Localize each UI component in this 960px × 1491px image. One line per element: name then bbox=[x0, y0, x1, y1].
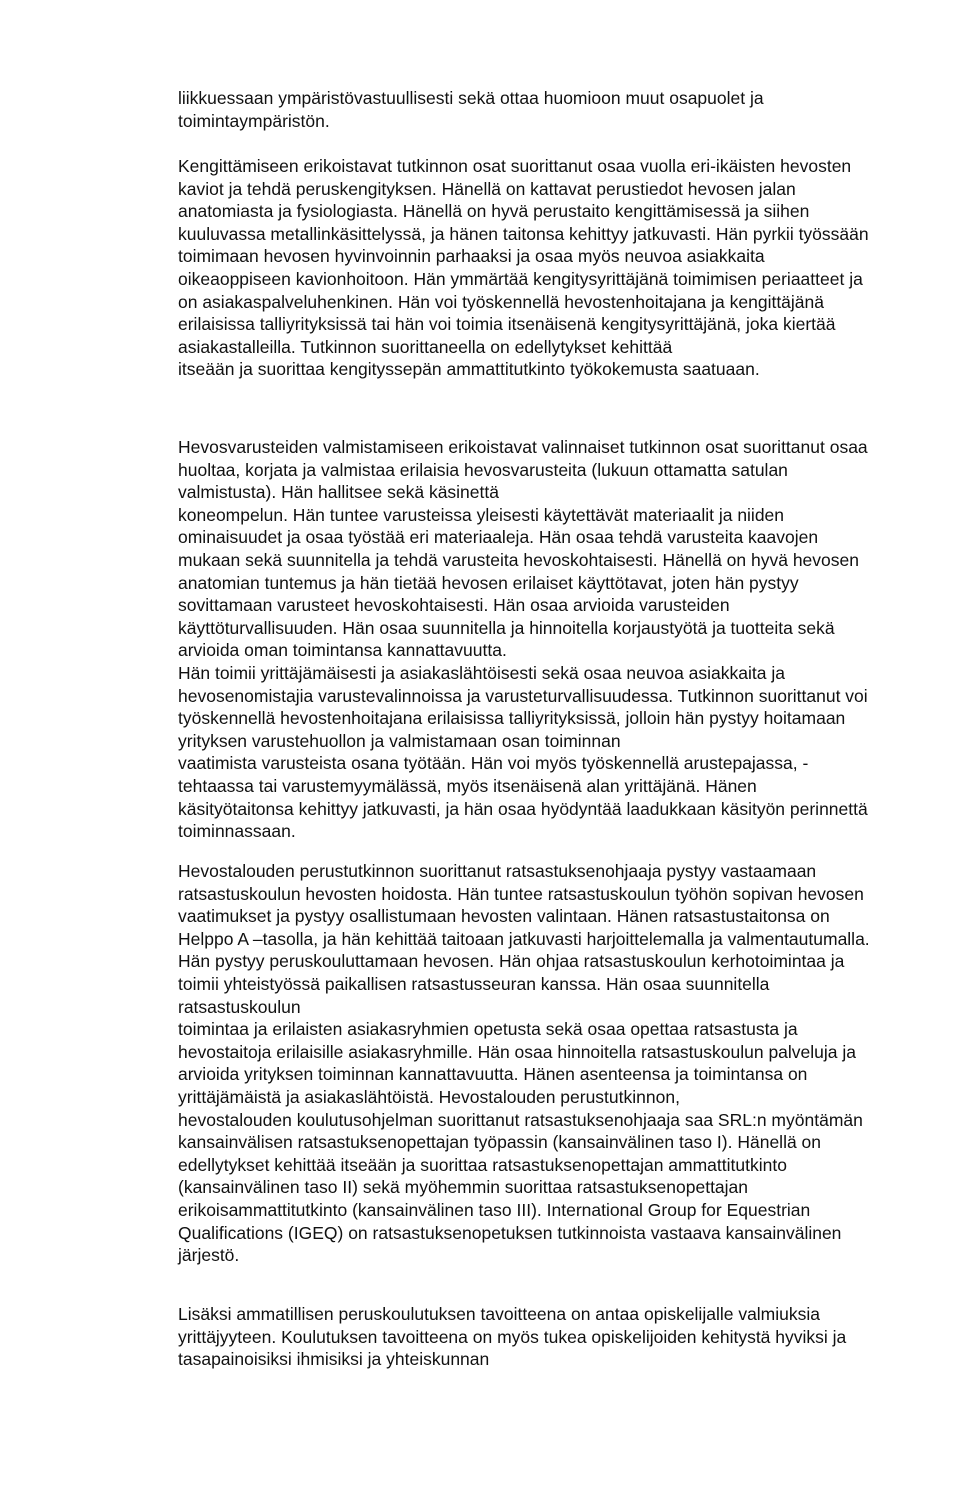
text-line: ratsastuskoulun bbox=[178, 996, 301, 1017]
text-line: itseään ja suorittaa kengityssepän ammattitutkinto työkokemusta saatuaan. bbox=[178, 359, 760, 380]
text-line: yrittäjämäistä ja asiakaslähtöistä. Hevostalouden perustutkinnon, bbox=[178, 1086, 680, 1107]
text-line: toimintaympäristön. bbox=[178, 110, 330, 131]
text-line: toimimaan hevosen hyvinvoinnin parhaaksi ja osaa myös neuvoa asiakkaita bbox=[178, 246, 765, 267]
text-line: anatomian tuntemus ja hän tietää hevosen erilaiset käyttötavat, joten hän pystyy bbox=[178, 572, 799, 593]
text-line: toimii yhteistyössä paikallisen ratsastusseuran kanssa. Hän osaa suunnitella bbox=[178, 973, 770, 994]
text-line: Hevostalouden perustutkinnon suorittanut ratsastuksenohjaaja pystyy vastaamaan bbox=[178, 861, 817, 881]
text-line: sovittamaan varusteet hevoskohtaisesti. Hän osaa arvioida varusteiden bbox=[178, 595, 730, 616]
text-line: Hän toimii yrittäjämäisesti ja asiakaslähtöisesti sekä osaa neuvoa asiakkaita ja bbox=[178, 662, 785, 683]
text-line: arvioida oman toimintansa kannattavuutta. bbox=[178, 640, 507, 661]
text-line: Lisäksi ammatillisen peruskoulutuksen tavoitteena on antaa opiskelijalle valmiuksia bbox=[178, 1304, 821, 1324]
paragraph-farriery bbox=[178, 155, 958, 381]
text-line: mukaan sekä suunnitella ja tehdä varusteita hevoskohtaisesti. Hänellä on hyvä hevosen bbox=[178, 549, 859, 570]
text-line: Hän pystyy peruskouluttamaan hevosen. Hän ohjaa ratsastuskoulun kerhotoimintaa ja bbox=[178, 951, 845, 972]
text-line: anatomiasta ja fysiologiasta. Hänellä on hyvä perustaito kengittämisessä ja siihen bbox=[178, 201, 810, 222]
text-line: kansainvälisen ratsastuksenopettajan työpassin (kansainvälinen taso I). Hänellä on bbox=[178, 1132, 822, 1153]
paragraph-riding-instructor bbox=[178, 860, 958, 1267]
paragraph-entrepreneurship bbox=[178, 1303, 958, 1371]
text-line: toimintaa ja erilaisten asiakasryhmien opetusta sekä osaa opettaa ratsastusta ja bbox=[178, 1019, 798, 1040]
text-line: kaviot ja tehdä peruskengityksen. Hänellä on kattavat perustiedot hevosen jalan bbox=[178, 178, 796, 199]
text-line: arvioida yrityksen toiminnan kannattavuutta. Hänen asenteensa ja toimintansa on bbox=[178, 1064, 808, 1085]
text-line: oikeaoppiseen kavionhoitoon. Hän ymmärtää kengitysyrittäjänä toimimisen periaatteet ja bbox=[178, 268, 863, 289]
text-line: tehtaassa tai varustemyymälässä, myös itsenäisenä alan yrittäjänä. Hänen bbox=[178, 775, 757, 796]
text-line: edellytykset kehittää itseään ja suorittaa ratsastuksenopettajan ammattitutkinto bbox=[178, 1154, 787, 1175]
text-line: toiminnassaan. bbox=[178, 821, 296, 842]
paragraph-environment bbox=[178, 87, 958, 132]
text-line: hevosenomistajia varustevalinnoissa ja varusteturvallisuudessa. Tutkinnon suorittanut voi bbox=[178, 685, 868, 706]
paragraph-equipment bbox=[178, 436, 958, 843]
text-line: vaatimista varusteista osana työtään. Hän voi myös työskennellä arustepajassa, - bbox=[178, 753, 809, 774]
text-line: yrityksen varustehuollon ja valmistamaan osan toiminnan bbox=[178, 730, 621, 751]
text-line: koneompelun. Hän tuntee varusteissa yleisesti käytettävät materiaalit ja niiden bbox=[178, 504, 785, 525]
text-line: erilaisissa talliyrityksissä tai hän voi toimia itsenäisenä kengitysyrittäjänä, joka kiertää bbox=[178, 314, 836, 335]
text-line: asiakastalleilla. Tutkinnon suorittaneella on edellytykset kehittää bbox=[178, 336, 673, 357]
text-line: huoltaa, korjata ja valmistaa erilaisia hevosvarusteita (lukuun ottamatta satulan bbox=[178, 459, 788, 480]
text-line: järjestö. bbox=[178, 1245, 240, 1266]
text-line: tasapainoisiksi ihmisiksi ja yhteiskunnan bbox=[178, 1349, 490, 1370]
text-line: ratsastuskoulun hevosten hoidosta. Hän tuntee ratsastuskoulun työhön sopivan hevosen bbox=[178, 883, 864, 904]
text-line: Kengittämiseen erikoistavat tutkinnon osat suorittanut osaa vuolla eri-ikäisten hevosten bbox=[178, 156, 852, 176]
text-line: Qualifications (IGEQ) on ratsastuksenopetuksen tutkinnoista vastaava kansainvälinen bbox=[178, 1222, 842, 1243]
text-line: käyttöturvallisuuden. Hän osaa suunnitella ja hinnoitella korjaustyötä ja tuotteita sekä bbox=[178, 617, 835, 638]
text-line: hevostalouden koulutusohjelman suorittanut ratsastuksenohjaaja saa SRL:n myöntämän bbox=[178, 1109, 863, 1130]
text-line: Hevosvarusteiden valmistamiseen erikoistavat valinnaiset tutkinnon osat suorittanut osaa bbox=[178, 437, 868, 457]
text-line: (kansainvälinen taso II) sekä myöhemmin suorittaa ratsastuksenopettajan bbox=[178, 1177, 749, 1198]
text-line: kuuluvassa metallinkäsittelyssä, ja hänen taitonsa kehittyy jatkuvasti. Hän pyrkii työssään bbox=[178, 223, 869, 244]
text-line: käsityötaitonsa kehittyy jatkuvasti, ja hän osaa hyödyntää laadukkaan käsityön perinnettä bbox=[178, 798, 868, 819]
text-line: vaatimukset ja pystyy osallistumaan hevosten valintaan. Hänen ratsastustaitonsa on bbox=[178, 906, 830, 927]
text-line: on asiakaspalveluhenkinen. Hän voi työskennellä hevostenhoitajana ja kengittäjänä bbox=[178, 291, 825, 312]
text-line: Helppo A –tasolla, ja hän kehittää taitoaan jatkuvasti harjoittelemalla ja valmentautumalla. bbox=[178, 928, 870, 949]
text-line: valmistusta). Hän hallitsee sekä käsinettä bbox=[178, 482, 499, 503]
text-line: ominaisuudet ja osaa työstää eri materiaaleja. Hän osaa tehdä varusteita kaavojen bbox=[178, 527, 819, 548]
text-line: hevostaitoja erilaisille asiakasryhmille. Hän osaa hinnoitella ratsastuskoulun palveluja ja bbox=[178, 1041, 857, 1062]
text-line: työskennellä hevostenhoitajana erilaisissa talliyrityksissä, jolloin hän pystyy hoitamaan bbox=[178, 708, 846, 729]
text-line: erikoisammattitutkinto (kansainvälinen taso III). International Group for Equestrian bbox=[178, 1199, 811, 1220]
text-line: yrittäjyyteen. Koulutuksen tavoitteena on myös tukea opiskelijoiden kehitystä hyviksi ja bbox=[178, 1326, 847, 1347]
text-line: liikkuessaan ympäristövastuullisesti sekä ottaa huomioon muut osapuolet ja bbox=[178, 88, 764, 108]
